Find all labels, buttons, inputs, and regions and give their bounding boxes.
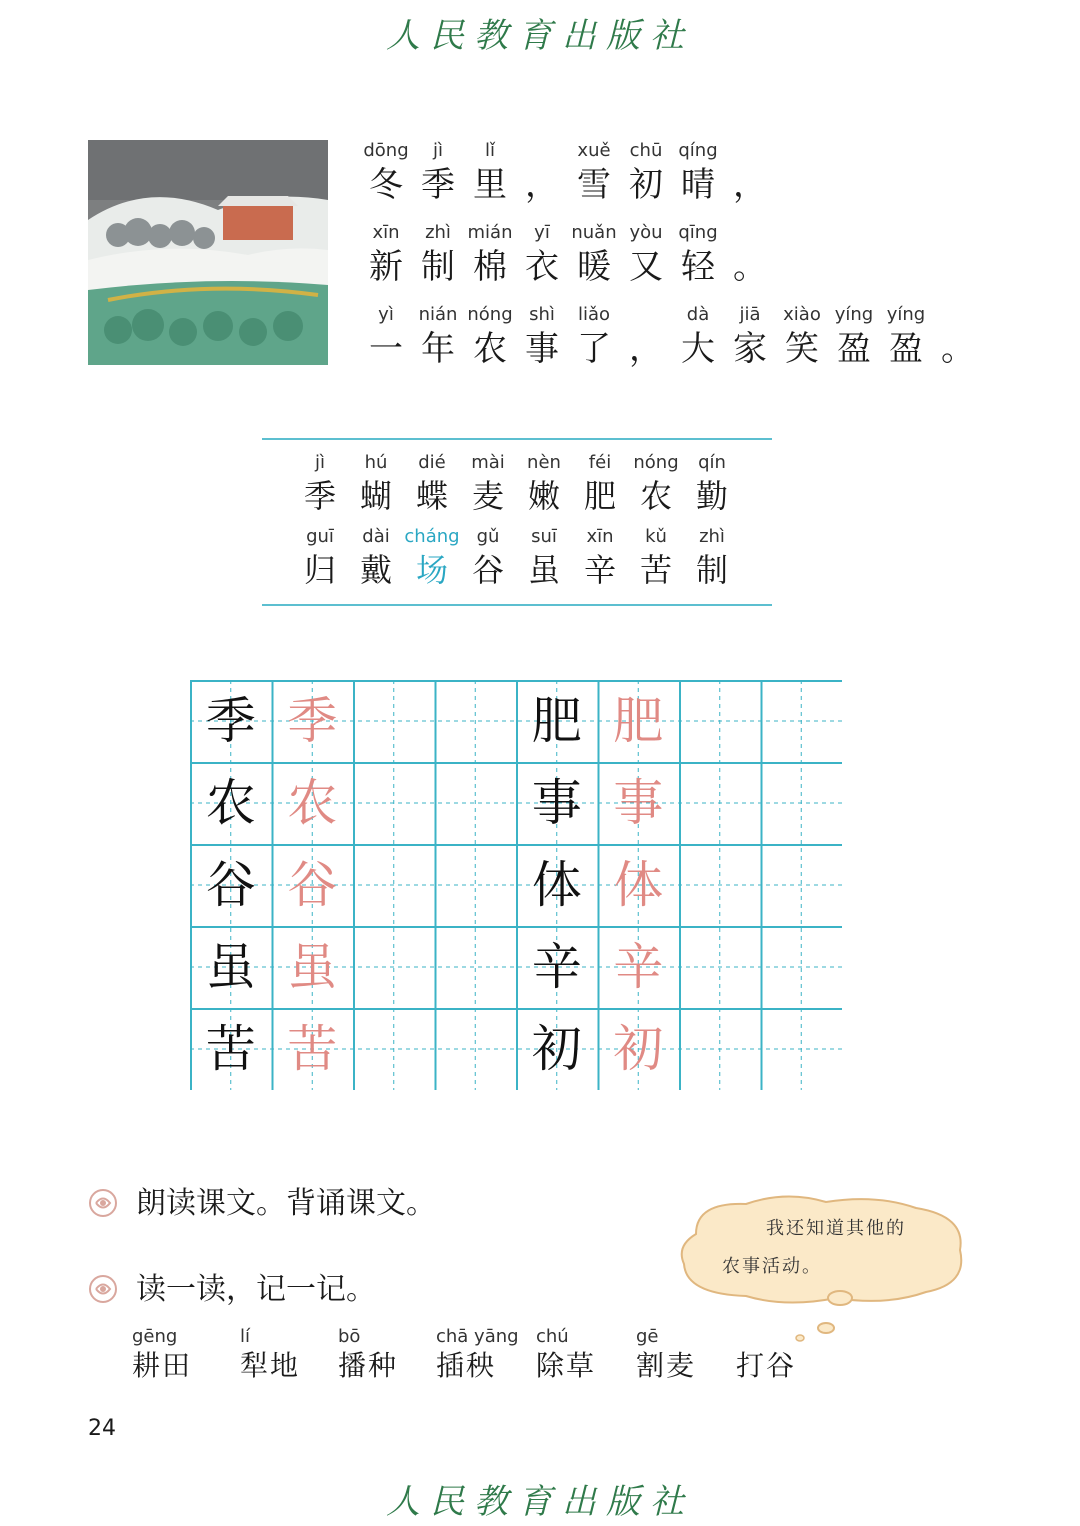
pinyin: dié [418,452,446,473]
syllable [620,222,672,290]
pinyin [724,222,776,244]
pinyin: nóng [467,304,513,325]
pinyin: dà [686,304,710,325]
pinyin: cháng [404,526,460,547]
model-character: 苦 [205,1020,256,1078]
syllable [724,222,776,290]
syllable [672,222,724,290]
pinyin: shì [529,304,555,325]
syllable [724,304,776,372]
pinyin: suī [531,526,557,547]
pinyin: dài [362,526,390,547]
pinyin [516,140,568,162]
hanzi: 打谷 [736,1349,797,1382]
winter-landscape-illustration [88,140,328,365]
pinyin: xīn [372,222,400,243]
hanzi: 衣 [525,247,559,287]
syllable [620,304,672,372]
hanzi: 大 [681,329,715,369]
hanzi: 农 [639,477,672,515]
hanzi: 苦 [639,551,672,589]
punctuation: ， [629,329,663,369]
farm-activity-word [240,1326,300,1384]
model-character: 辛 [531,938,582,996]
punctuation: 。 [941,329,975,369]
pinyin: kǔ [645,526,667,547]
hanzi: 冬 [369,165,403,205]
farm-activity-word [736,1326,796,1384]
syllable [724,140,776,208]
pinyin: xiào [783,304,821,325]
syllable [568,222,620,290]
trace-character: 事 [613,774,664,832]
page-number: 24 [88,1416,116,1441]
hanzi: 制 [421,247,455,287]
bubble-text-line-1: 我还知道其他的 [766,1218,906,1239]
trace-character: 辛 [613,938,664,996]
hanzi: 轻 [681,247,715,287]
model-character: 初 [531,1020,582,1078]
farm-activity-word [536,1326,596,1384]
punctuation: ， [525,165,559,205]
hanzi: 雪 [577,165,611,205]
hanzi: 农 [473,329,507,369]
new-char [572,526,628,592]
character-writing-grid [190,680,842,1090]
syllable [412,304,464,372]
new-char [516,452,572,518]
syllable [880,304,932,372]
trace-character: 肥 [613,692,664,750]
model-character: 谷 [205,856,256,914]
hanzi: 事 [525,329,559,369]
syllable [412,222,464,290]
new-char [460,526,516,592]
pinyin: chā yāng [436,1326,519,1347]
hanzi: 割麦 [636,1349,697,1382]
syllable [360,222,412,290]
exercise-marker-icon [88,1274,118,1304]
model-character: 农 [205,774,256,832]
hanzi: 棉 [473,247,507,287]
hanzi: 犁地 [240,1349,301,1382]
hanzi: 制 [695,551,728,589]
pinyin: zhì [699,526,725,547]
hanzi: 家 [733,329,767,369]
trace-character: 体 [613,856,664,914]
syllable [516,304,568,372]
new-char [628,526,684,592]
pinyin: nián [418,304,458,325]
pinyin [736,1326,796,1348]
exercise-text: 朗读课文。背诵课文。 [136,1186,436,1221]
hanzi: 晴 [681,165,715,205]
pinyin: chú [536,1326,569,1347]
model-character: 肥 [531,692,582,750]
pinyin: hú [364,452,388,473]
pinyin: liǎo [577,304,611,325]
pinyin: yì [378,304,394,325]
poem-line-3 [360,304,990,384]
header-watermark: 人民教育出版社 [386,16,694,56]
pinyin: lǐ [484,140,495,161]
pinyin: nóng [633,452,679,473]
syllable [360,304,412,372]
hanzi: 肥 [583,477,616,515]
hanzi: 场 [415,551,448,589]
punctuation: 。 [733,247,767,287]
pinyin: dōng [363,140,409,161]
syllable [568,304,620,372]
syllable [412,140,464,208]
new-char [572,452,628,518]
hanzi: 插秧 [436,1349,497,1382]
pinyin: mài [471,452,505,473]
hanzi: 里 [473,165,507,205]
pinyin: jì [314,452,325,473]
footer-watermark: 人民教育出版社 [386,1482,694,1522]
hanzi: 除草 [536,1349,597,1382]
pinyin: gē [636,1326,659,1347]
syllable [672,140,724,208]
pinyin: qīng [678,222,718,243]
new-char [628,452,684,518]
new-chars-row-2 [292,526,748,596]
hanzi: 季 [421,165,455,205]
hanzi: 辛 [583,551,616,589]
pinyin: yī [534,222,550,243]
hanzi: 新 [369,247,403,287]
farm-activity-word [636,1326,696,1384]
farm-activity-word [338,1326,398,1384]
hanzi: 耕田 [132,1349,193,1382]
hanzi: 勤 [695,477,728,515]
hanzi: 戴 [359,551,392,589]
pinyin: lí [240,1326,251,1347]
new-char [348,526,404,592]
model-character: 季 [205,692,256,750]
hanzi: 蝶 [415,477,448,515]
hanzi: 麦 [471,477,504,515]
hanzi: 谷 [471,551,504,589]
new-char [460,452,516,518]
farm-activity-word [436,1326,519,1384]
hanzi: 季 [303,477,336,515]
pinyin: gǔ [476,526,500,547]
hanzi: 笑 [785,329,819,369]
trace-character: 苦 [287,1020,338,1078]
hanzi: 蝴 [359,477,392,515]
hanzi: 年 [421,329,455,369]
pinyin: jì [432,140,443,161]
hanzi: 了 [577,329,611,369]
syllable [464,222,516,290]
new-char [348,452,404,518]
new-chars-top-rule [262,438,772,440]
hanzi: 虽 [527,551,560,589]
new-char [516,526,572,592]
punctuation: ， [733,165,767,205]
new-char [684,452,740,518]
pinyin: féi [588,452,612,473]
hanzi: 嫩 [527,477,560,515]
trace-character: 农 [287,774,338,832]
exercise-read-recite [88,1186,568,1226]
pinyin: chū [629,140,663,161]
syllable [516,140,568,208]
trace-character: 初 [613,1020,664,1078]
poem-line-2 [360,222,780,302]
hanzi: 归 [303,551,336,589]
model-character: 事 [531,774,582,832]
exercise-text: 读一读，记一记。 [136,1272,376,1307]
pinyin: jiā [739,304,761,325]
hanzi: 一 [369,329,403,369]
model-character: 体 [531,856,582,914]
new-char-polyphonic [404,526,460,592]
pinyin: xuě [577,140,611,161]
hanzi: 初 [629,165,663,205]
pinyin: yíng [834,304,874,325]
pinyin: nèn [527,452,561,473]
pinyin: mián [467,222,513,243]
pinyin: guī [306,526,334,547]
syllable [516,222,568,290]
pinyin: xīn [586,526,614,547]
syllable [568,140,620,208]
pinyin: yíng [886,304,926,325]
hanzi: 播种 [338,1349,399,1382]
new-char [292,452,348,518]
syllable [620,140,672,208]
pinyin: gēng [132,1326,178,1347]
syllable [360,140,412,208]
pinyin: nuǎn [571,222,617,243]
pinyin: zhì [425,222,451,243]
farm-activity-word [132,1326,192,1384]
exercise-marker-icon [88,1188,118,1218]
pinyin: qíng [678,140,718,161]
new-chars-row-1 [292,452,748,522]
pinyin [620,304,672,326]
hanzi: 又 [629,247,663,287]
pinyin [932,304,984,326]
pinyin: yòu [629,222,663,243]
syllable [464,304,516,372]
syllable [828,304,880,372]
syllable [672,304,724,372]
hanzi: 暖 [577,247,611,287]
new-char [684,526,740,592]
hanzi: 盈 [889,329,923,369]
bubble-text-line-2: 农事活动。 [722,1256,822,1277]
syllable [464,140,516,208]
syllable [776,304,828,372]
hanzi: 盈 [837,329,871,369]
exercise-read-remember [88,1272,568,1312]
trace-character: 虽 [287,938,338,996]
trace-character: 谷 [287,856,338,914]
trace-character: 季 [287,692,338,750]
model-character: 虽 [205,938,256,996]
new-char [292,526,348,592]
new-char [404,452,460,518]
pinyin [724,140,776,162]
poem-line-1 [360,140,780,220]
new-chars-bottom-rule [262,604,772,606]
pinyin: bō [338,1326,361,1347]
pinyin: qín [698,452,726,473]
syllable [932,304,984,372]
